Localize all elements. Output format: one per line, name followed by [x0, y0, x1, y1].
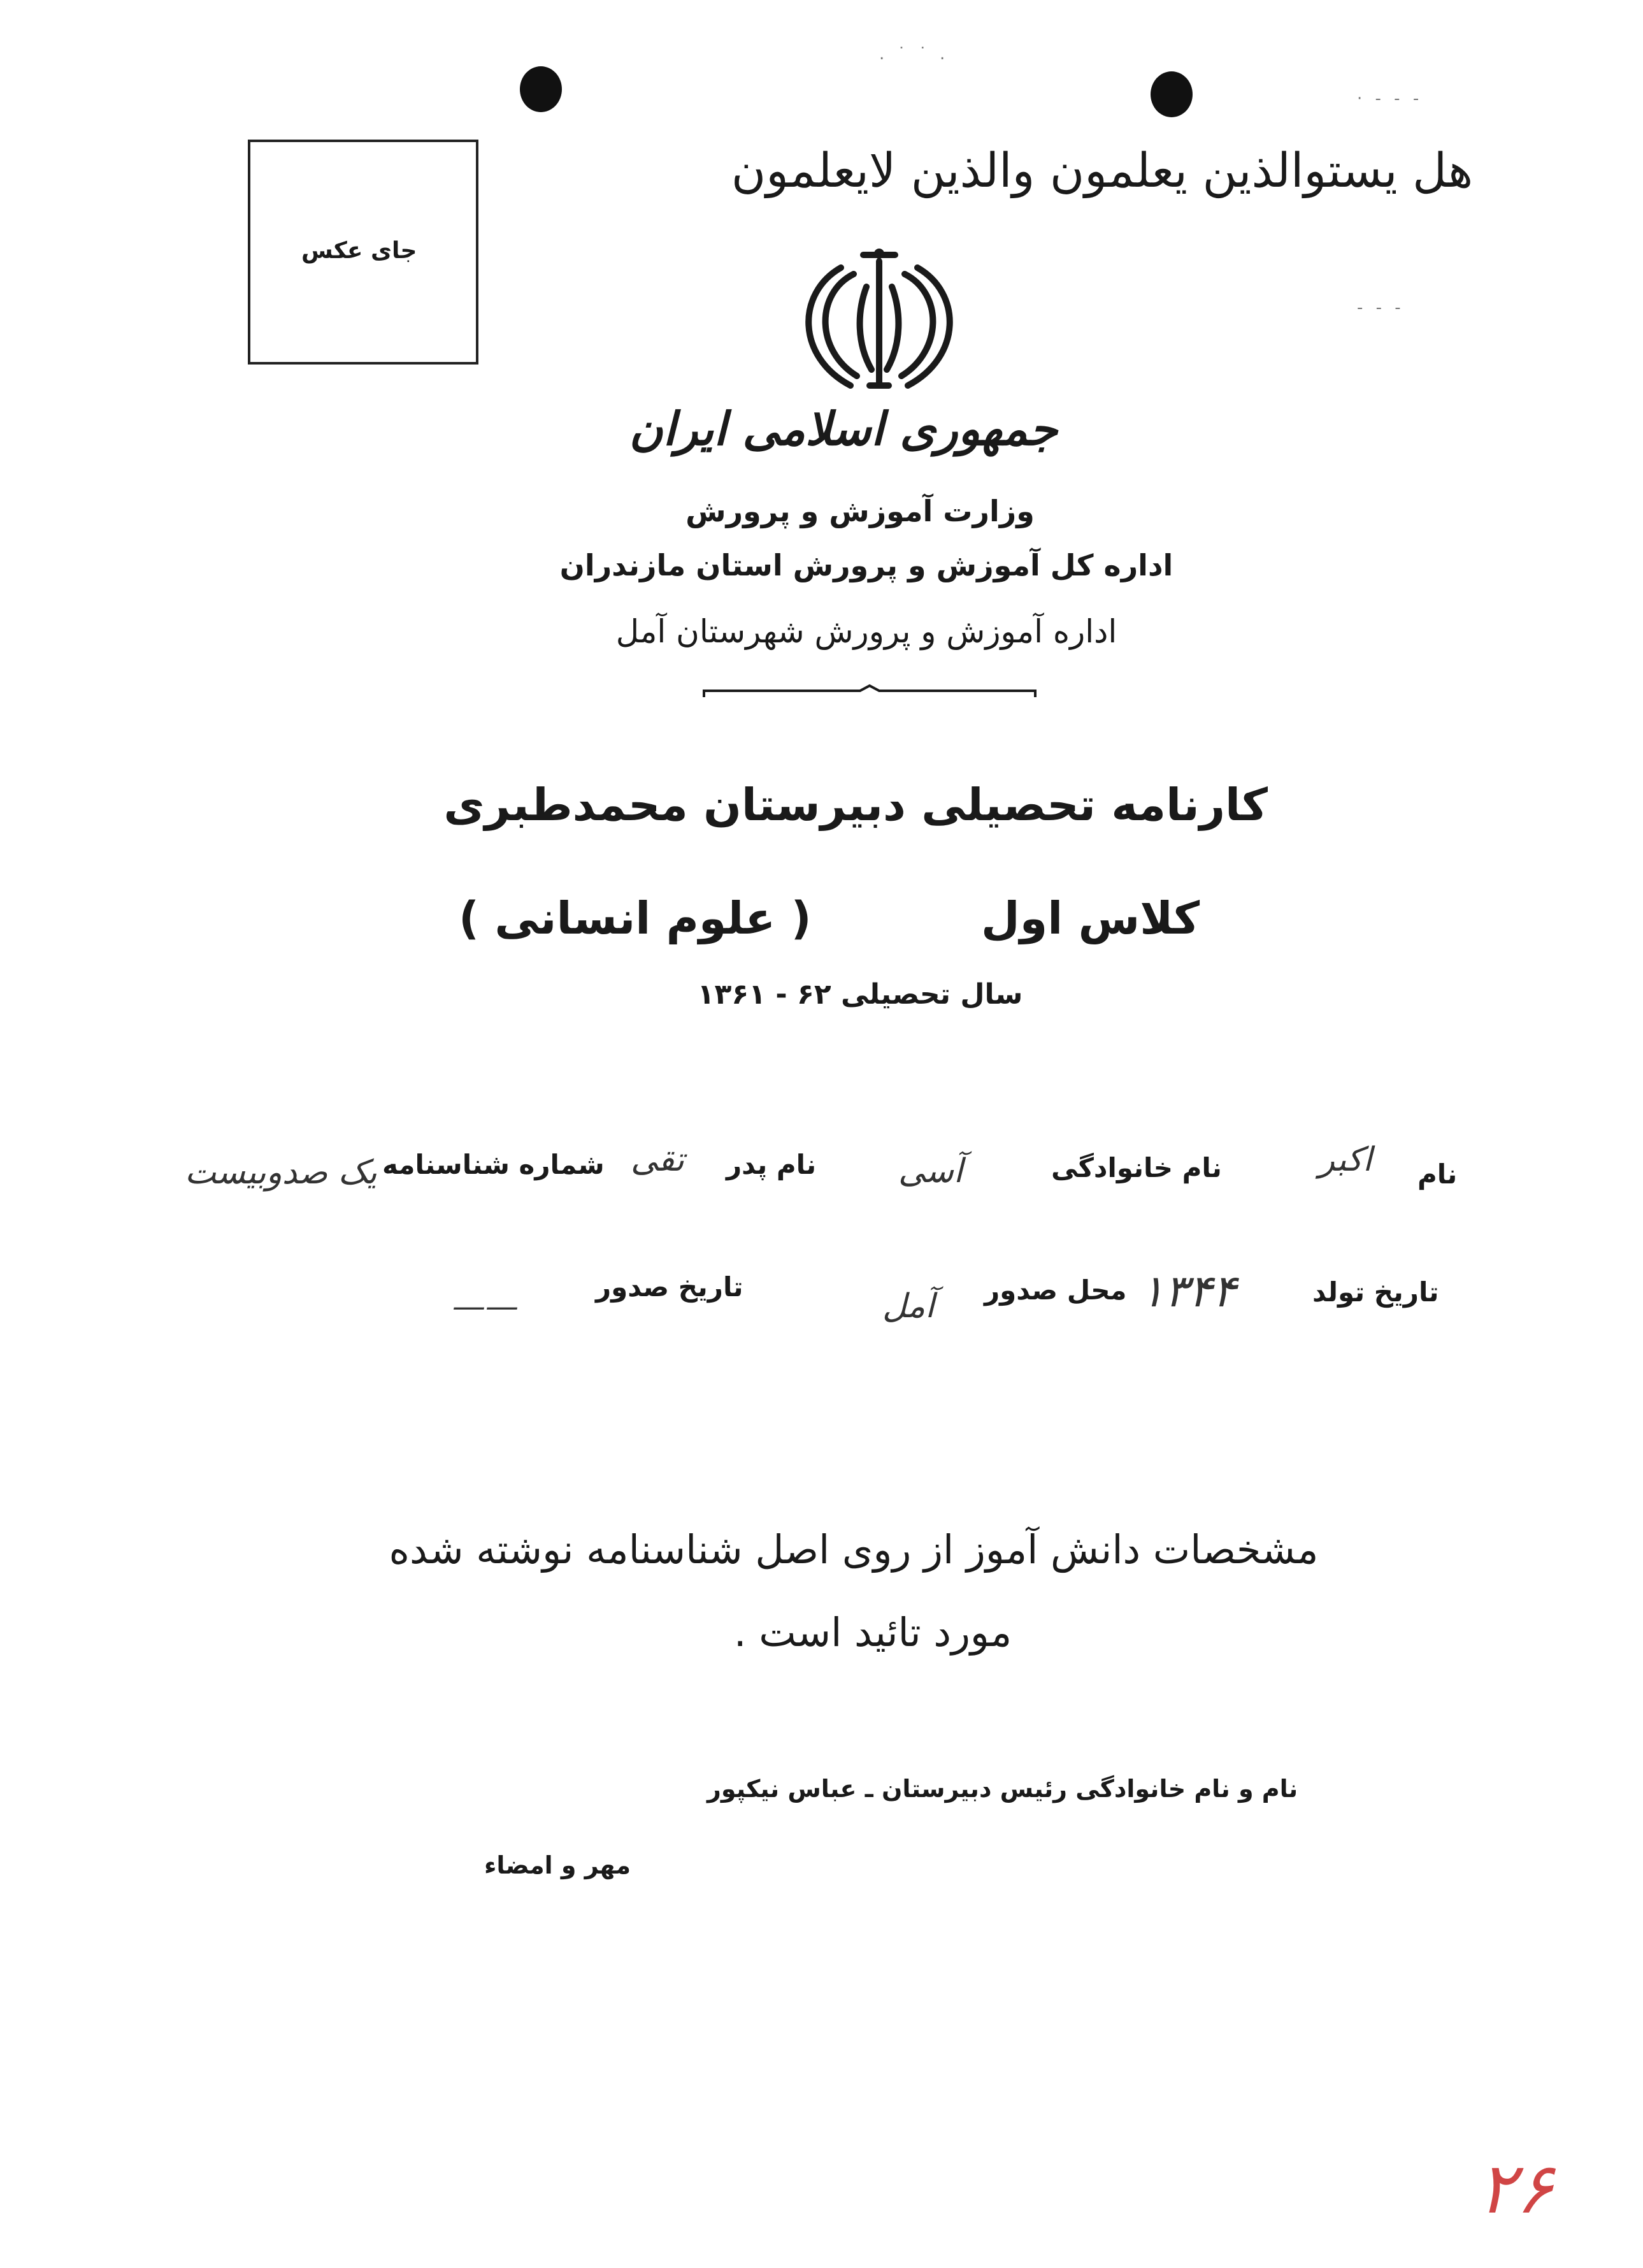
id-number-label: شماره شناسنامه — [382, 1149, 605, 1180]
report-title: کارنامه تحصیلی دبیرستان محمدطبری — [443, 779, 1268, 831]
photo-placeholder-label: جای عکس — [301, 238, 417, 264]
punch-hole-right — [1151, 71, 1193, 117]
issue-date-value: —— — [452, 1287, 519, 1325]
birth-date-value: ۱۳۴۴ — [1140, 1265, 1237, 1317]
birth-date-label: تاریخ تولد — [1312, 1276, 1439, 1308]
ministry-name: وزارت آموزش و پرورش — [685, 494, 1035, 528]
first-name-label: نام — [1417, 1159, 1458, 1190]
scan-smudge: · ‑ ‑ ‑ — [1357, 89, 1423, 108]
field-label: ( علوم انسانی ) — [459, 892, 812, 944]
header-divider — [701, 683, 1038, 702]
id-number-value: یک صدوبیست — [185, 1153, 377, 1192]
issue-place-value: آمل — [882, 1287, 935, 1325]
father-name-label: نام پدر — [726, 1149, 817, 1180]
father-name-value: تقی — [631, 1141, 685, 1179]
punch-hole-left — [520, 66, 562, 112]
issue-place-label: محل صدور — [984, 1275, 1127, 1306]
verification-statement-line1: مشخصات دانش آموز از روی اصل شناسنامه نوشته شده — [389, 1526, 1319, 1573]
header-verse: هل یستوالذین یعلمون والذین لایعلمون — [731, 143, 1474, 198]
photo-placeholder-box — [248, 140, 478, 365]
page-number: ۲۶ — [1478, 2148, 1554, 2229]
verification-statement-line2: مورد تائید است . — [733, 1609, 1012, 1656]
family-name-label: نام خانوادگی — [1051, 1152, 1222, 1183]
city-office-name: اداره آموزش و پرورش شهرستان آمل — [615, 613, 1117, 650]
republic-name: جمهوری اسلامی ایران — [629, 401, 1058, 456]
scan-smudge: ‑ ‑ ‑ — [1357, 298, 1405, 317]
academic-year: سال تحصیلی ۶۲ - ۱۳۶۱ — [697, 978, 1023, 1011]
seal-signature-label: مهر و امضاء — [484, 1851, 631, 1879]
scan-smudge: . ˙ ˙ . — [879, 45, 949, 64]
family-name-value: آسی — [898, 1152, 963, 1190]
issue-date-label: تاریخ صدور — [596, 1271, 743, 1303]
principal-name: نام و نام خانوادگی رئیس دبیرستان ـ عباس نیکپور — [707, 1775, 1298, 1803]
iran-emblem-icon — [796, 242, 962, 401]
first-name-value: اکبر — [1319, 1141, 1372, 1179]
class-label: کلاس اول — [981, 892, 1200, 944]
general-office-name: اداره کل آموزش و پرورش استان مازندران — [559, 548, 1173, 582]
